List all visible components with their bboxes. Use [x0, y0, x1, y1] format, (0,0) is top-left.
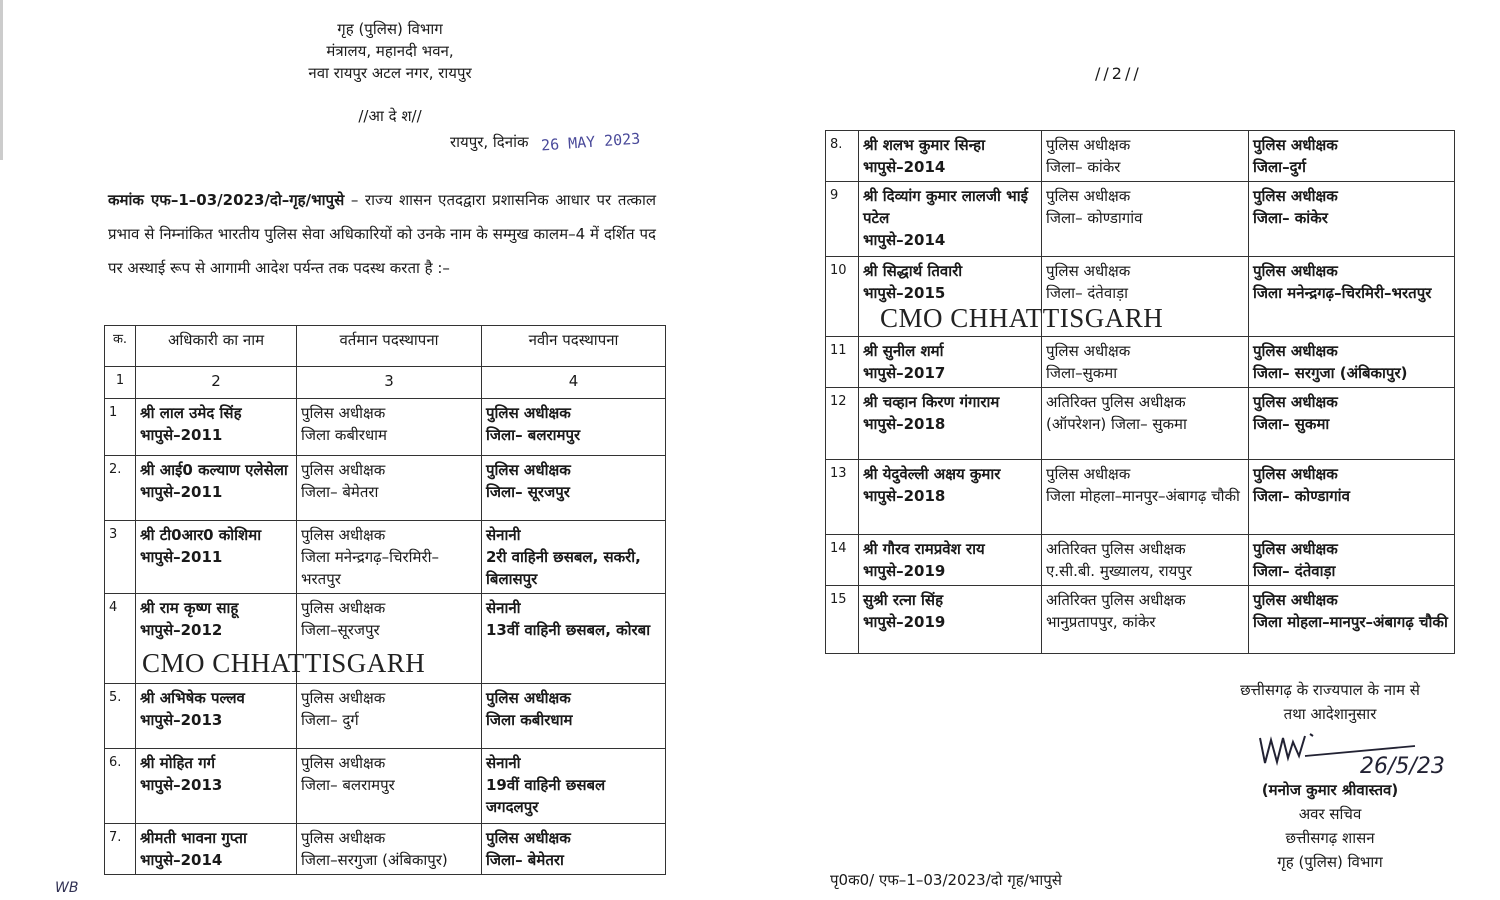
officer-cell — [859, 535, 1042, 586]
serial-number: 11 — [826, 337, 859, 388]
officer-batch: भापुसे–2014 — [863, 231, 946, 249]
letterhead — [200, 18, 580, 84]
table-row — [105, 684, 666, 749]
serial-number: 5. — [105, 684, 136, 749]
current-posting: पुलिस अधीक्षक जिला कबीरधाम — [297, 399, 482, 456]
serial-number: 2. — [105, 456, 136, 521]
table-row — [826, 535, 1455, 586]
table-row — [826, 131, 1455, 182]
current-posting: अतिरिक्त पुलिस अधीक्षक (ऑपरेशन) जिला– सुकमा — [1042, 388, 1249, 460]
serial-number: 1 — [105, 399, 136, 456]
officer-cell — [859, 388, 1042, 460]
table-row — [105, 399, 666, 456]
current-posting: अतिरिक्त पुलिस अधीक्षक ए.सी.बी. मुख्यालय, रायपुर — [1042, 535, 1249, 586]
department: गृह (पुलिस) विभाग — [337, 20, 443, 38]
col-number: 2 — [136, 367, 297, 399]
new-posting: पुलिस अधीक्षक जिला– बलरामपुर — [482, 399, 666, 456]
table-header-row — [105, 326, 666, 367]
officer-name: श्री राम कृष्ण साहू — [140, 599, 239, 617]
watermark: CMO CHHATTISGARH — [142, 648, 426, 678]
current-posting: पुलिस अधीक्षक जिला– बेमेतरा — [297, 456, 482, 521]
transfer-table-page1 — [104, 325, 666, 875]
new-posting: पुलिस अधीक्षक जिला– सुकमा — [1249, 388, 1455, 460]
officer-cell — [859, 460, 1042, 535]
officer-cell — [136, 399, 297, 456]
officer-batch: भापुसे–2015 — [863, 284, 946, 302]
order-paragraph — [108, 183, 656, 285]
officer-cell — [859, 131, 1042, 182]
address: नवा रायपुर अटल नगर, रायपुर — [308, 64, 472, 82]
handwritten-signature — [1255, 728, 1465, 778]
current-posting: पुलिस अधीक्षक जिला–सरगुजा (अंबिकापुर) — [297, 824, 482, 875]
officer-name: श्री येदुवेल्ली अक्षय कुमार — [863, 465, 1001, 483]
order-title: //आ दे श// — [358, 107, 422, 125]
table-row — [105, 521, 666, 594]
header-cell: वर्तमान पदस्थापना — [297, 326, 482, 367]
serial-number: 12 — [826, 388, 859, 460]
serial-number: 8. — [826, 131, 859, 182]
serial-number: 3 — [105, 521, 136, 594]
current-posting: पुलिस अधीक्षक जिला–सूरजपुर — [297, 594, 482, 684]
table-row — [826, 388, 1455, 460]
officer-batch: भापुसे–2013 — [140, 711, 223, 729]
table-row — [826, 460, 1455, 535]
officer-cell — [136, 456, 297, 521]
new-posting: सेनानी 19वीं वाहिनी छसबल जगदलपुर — [482, 749, 666, 824]
serial-number: 6. — [105, 749, 136, 824]
officer-name: श्री गौरव रामप्रवेश राय — [863, 540, 985, 558]
initials: WB — [55, 880, 79, 896]
new-posting: पुलिस अधीक्षक जिला–दुर्ग — [1249, 131, 1455, 182]
officer-name: श्री दिव्यांग कुमार लालजी भाई पटेल — [863, 187, 1028, 227]
officer-batch: भापुसे–2018 — [863, 415, 946, 433]
table-row — [826, 586, 1455, 654]
officer-batch: भापुसे–2014 — [863, 158, 946, 176]
order-text: – राज्य शासन एतदद्वारा प्रशासनिक आधार पर तत्काल प्रभाव से निम्नांकित भारतीय पुलिस सेवा अधिकारियों को उनके नाम के सम्मुख कालम–4 में दर्शित पद पर अस्थाई रूप से आगामी आदेश पर्यन्त तक पदस्थ करता है :– — [108, 191, 657, 277]
officer-batch: भापुसे–2011 — [140, 483, 223, 501]
officer-batch: भापुसे–2011 — [140, 548, 223, 566]
col-number: 3 — [297, 367, 482, 399]
table-row — [826, 337, 1455, 388]
authority-line: तथा आदेशानुसार — [1283, 705, 1377, 723]
officer-name: श्रीमती भावना गुप्ता — [140, 829, 247, 847]
current-posting: पुलिस अधीक्षक जिला– दुर्ग — [297, 684, 482, 749]
header-cell: अधिकारी का नाम — [136, 326, 297, 367]
signature-date: 26/5/23 — [1360, 754, 1445, 778]
department: गृह (पुलिस) विभाग — [1277, 853, 1383, 871]
officer-cell — [859, 337, 1042, 388]
current-posting: पुलिस अधीक्षक जिला– बलरामपुर — [297, 749, 482, 824]
officer-batch: भापुसे–2019 — [863, 613, 946, 631]
authority-line: छत्तीसगढ़ के राज्यपाल के नाम से — [1240, 681, 1420, 699]
date-label: रायपुर, दिनांक — [450, 133, 529, 151]
officer-batch: भापुसे–2018 — [863, 487, 946, 505]
watermark: CMO CHHATTISGARH — [880, 303, 1164, 333]
transfer-table-page2 — [825, 130, 1455, 654]
officer-cell — [136, 521, 297, 594]
officer-batch: भापुसे–2013 — [140, 776, 223, 794]
current-posting: पुलिस अधीक्षक जिला–सुकमा — [1042, 337, 1249, 388]
col-number: 1 — [105, 367, 136, 399]
col-number: 4 — [482, 367, 666, 399]
new-posting: पुलिस अधीक्षक जिला– दंतेवाड़ा — [1249, 535, 1455, 586]
serial-number: 15 — [826, 586, 859, 654]
government: छत्तीसगढ़ शासन — [1285, 829, 1375, 847]
serial-number: 14 — [826, 535, 859, 586]
new-posting: पुलिस अधीक्षक जिला– कांकेर — [1249, 182, 1455, 257]
order-number: कमांक एफ–1–03/2023/दो–गृह/भापुसे — [108, 191, 345, 209]
officer-name: श्री लाल उमेद सिंह — [140, 404, 242, 422]
officer-name: श्री शलभ कुमार सिन्हा — [863, 136, 985, 154]
new-posting: पुलिस अधीक्षक जिला– बेमेतरा — [482, 824, 666, 875]
current-posting: पुलिस अधीक्षक जिला मोहला–मानपुर–अंबागढ़ चौकी — [1042, 460, 1249, 535]
date-line — [450, 129, 642, 155]
officer-name: सुश्री रत्ना सिंह — [863, 591, 944, 609]
officer-name: श्री अभिषेक पल्लव — [140, 689, 245, 707]
table-row — [105, 824, 666, 875]
serial-number: 10 — [826, 257, 859, 337]
new-posting: पुलिस अधीक्षक जिला– सरगुजा (अंबिकापुर) — [1249, 337, 1455, 388]
current-posting: पुलिस अधीक्षक जिला– दंतेवाड़ा — [1042, 257, 1249, 337]
officer-name: श्री आई0 कल्याण एलेसेला — [140, 461, 288, 479]
new-posting: पुलिस अधीक्षक जिला मनेन्द्रगढ़–चिरमिरी–भरतपुर — [1249, 257, 1455, 337]
officer-cell — [136, 824, 297, 875]
page-edge — [0, 0, 3, 160]
officer-cell — [136, 684, 297, 749]
page-marker: //2// — [1095, 64, 1142, 83]
serial-number: 4 — [105, 594, 136, 684]
date-stamp: 26 MAY 2023 — [540, 129, 642, 155]
new-posting: पुलिस अधीक्षक जिला– सूरजपुर — [482, 456, 666, 521]
serial-number: 9 — [826, 182, 859, 257]
footer-reference: पृ0क0/ एफ–1–03/2023/दो गृह/भापुसे — [830, 871, 1062, 889]
new-posting: पुलिस अधीक्षक जिला– कोण्डागांव — [1249, 460, 1455, 535]
building: मंत्रालय, महानदी भवन, — [326, 42, 454, 60]
serial-number: 7. — [105, 824, 136, 875]
officer-name: श्री सुनील शर्मा — [863, 342, 944, 360]
new-posting: सेनानी 2री वाहिनी छसबल, सकरी, बिलासपुर — [482, 521, 666, 594]
current-posting: पुलिस अधीक्षक जिला– कांकेर — [1042, 131, 1249, 182]
officer-batch: भापुसे–2017 — [863, 364, 946, 382]
signatory-name: (मनोज कुमार श्रीवास्तव) — [1261, 781, 1399, 799]
serial-number: 13 — [826, 460, 859, 535]
designation: अवर सचिव — [1298, 805, 1362, 823]
column-number-row — [105, 367, 666, 399]
officer-batch: भापुसे–2019 — [863, 562, 946, 580]
current-posting: पुलिस अधीक्षक जिला– कोण्डागांव — [1042, 182, 1249, 257]
officer-cell — [859, 182, 1042, 257]
officer-cell — [136, 749, 297, 824]
officer-batch: भापुसे–2011 — [140, 426, 223, 444]
current-posting: अतिरिक्त पुलिस अधीक्षक भानुप्रतापपुर, कांकेर — [1042, 586, 1249, 654]
current-posting: पुलिस अधीक्षक जिला मनेन्द्रगढ़–चिरमिरी–भरतपुर — [297, 521, 482, 594]
table-row — [105, 749, 666, 824]
officer-name: श्री चव्हान किरण गंगाराम — [863, 393, 1000, 411]
table-row — [826, 182, 1455, 257]
header-cell: नवीन पदस्थापना — [482, 326, 666, 367]
officer-name: श्री मोहित गर्ग — [140, 754, 216, 772]
officer-name: श्री सिद्धार्थ तिवारी — [863, 262, 963, 280]
officer-name: श्री टी0आर0 कोशिमा — [140, 526, 262, 544]
officer-cell — [859, 586, 1042, 654]
new-posting: पुलिस अधीक्षक जिला मोहला–मानपुर–अंबागढ़ चौकी — [1249, 586, 1455, 654]
officer-batch: भापुसे–2014 — [140, 851, 223, 869]
table-row — [105, 456, 666, 521]
new-posting: पुलिस अधीक्षक जिला कबीरधाम — [482, 684, 666, 749]
header-cell: क. — [105, 326, 136, 367]
new-posting: सेनानी 13वीं वाहिनी छसबल, कोरबा — [482, 594, 666, 684]
officer-batch: भापुसे–2012 — [140, 621, 223, 639]
